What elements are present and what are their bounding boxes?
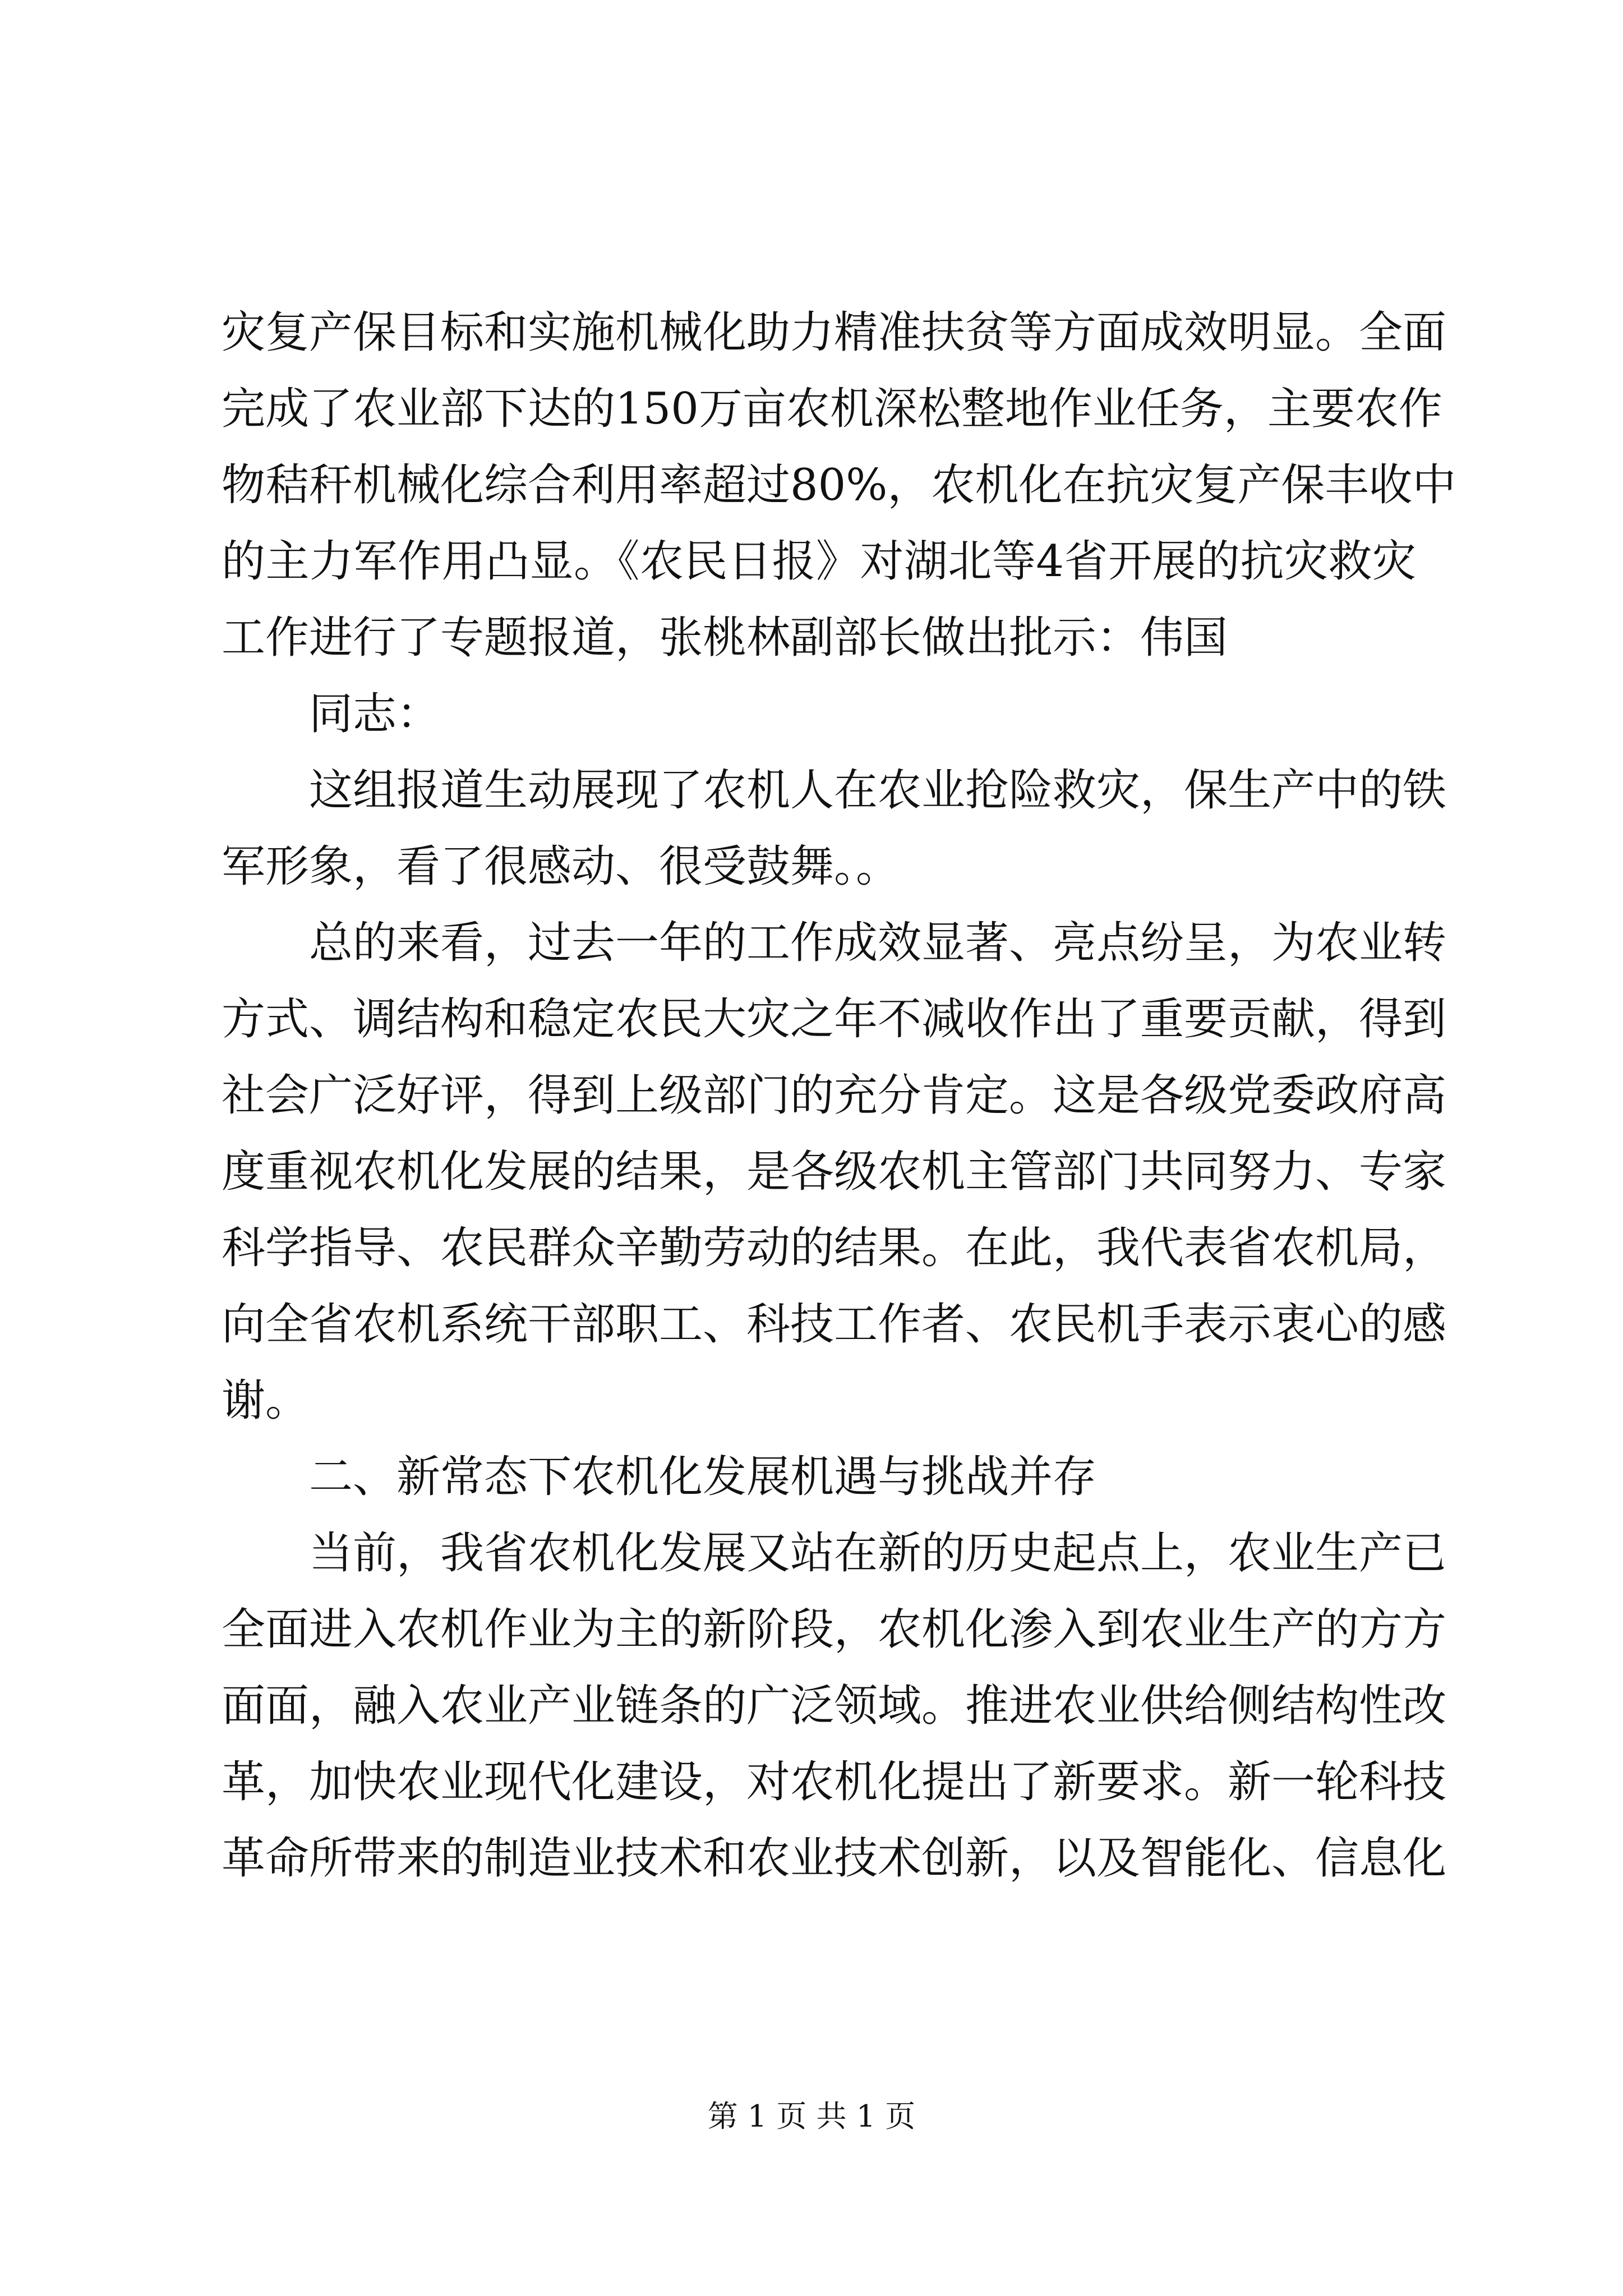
text-line: 革，加快农业现代化建设，对农机化提出了新要求。新一轮科技 (222, 1757, 1447, 1807)
text-line: 科学指导、农民群众辛勤劳动的结果。在此，我代表省农机局， (222, 1223, 1447, 1273)
text-line: 全面进入农机作业为主的新阶段，农机化渗入到农业生产的方方 (222, 1604, 1447, 1655)
text-line: 灾复产保目标和实施机械化助力精准扶贫等方面成效明显。全面 (222, 307, 1447, 358)
text-line: 当前，我省农机化发展又站在新的历史起点上，农业生产已 (309, 1528, 1447, 1579)
document-body (222, 295, 1456, 1897)
text-line: 军形象，看了很感动、很受鼓舞。。 (222, 841, 900, 892)
page-footer: 第 1 页 共 1 页 (707, 2099, 916, 2134)
text-line: 革命所带来的制造业技术和农业技术创新，以及智能化、信息化 (222, 1833, 1447, 1884)
text-line: 总的来看，过去一年的工作成效显著、亮点纷呈，为农业转 (309, 918, 1447, 968)
text-line: 完成了农业部下达的150万亩农机深松整地作业任务，主要农作 (222, 384, 1442, 434)
text-line: 谢。 (222, 1375, 310, 1426)
text-line: 同志： (309, 689, 441, 739)
text-line: 工作进行了专题报道，张桃林副部长做出批示：伟国 (222, 613, 1228, 663)
text-line: 面面，融入农业产业链条的广泛领域。推进农业供给侧结构性改 (222, 1681, 1447, 1731)
text-line: 二、新常态下农机化发展机遇与挑战并存 (309, 1452, 1097, 1502)
text-line: 的主力军作用凸显。《农民日报》对湖北等4省开展的抗灾救灾 (222, 536, 1416, 587)
text-line: 向全省农机系统干部职工、科技工作者、农民机手表示衷心的感 (222, 1299, 1447, 1350)
text-line: 物秸秆机械化综合利用率超过80%，农机化在抗灾复产保丰收中 (222, 460, 1456, 510)
text-line: 这组报道生动展现了农机人在农业抢险救灾，保生产中的铁 (309, 765, 1447, 816)
text-line: 社会广泛好评，得到上级部门的充分肯定。这是各级党委政府高 (222, 1070, 1447, 1121)
text-line: 度重视农机化发展的结果，是各级农机主管部门共同努力、专家 (222, 1147, 1447, 1197)
text-line: 方式、调结构和稳定农民大灾之年不减收作出了重要贡献，得到 (222, 994, 1447, 1045)
